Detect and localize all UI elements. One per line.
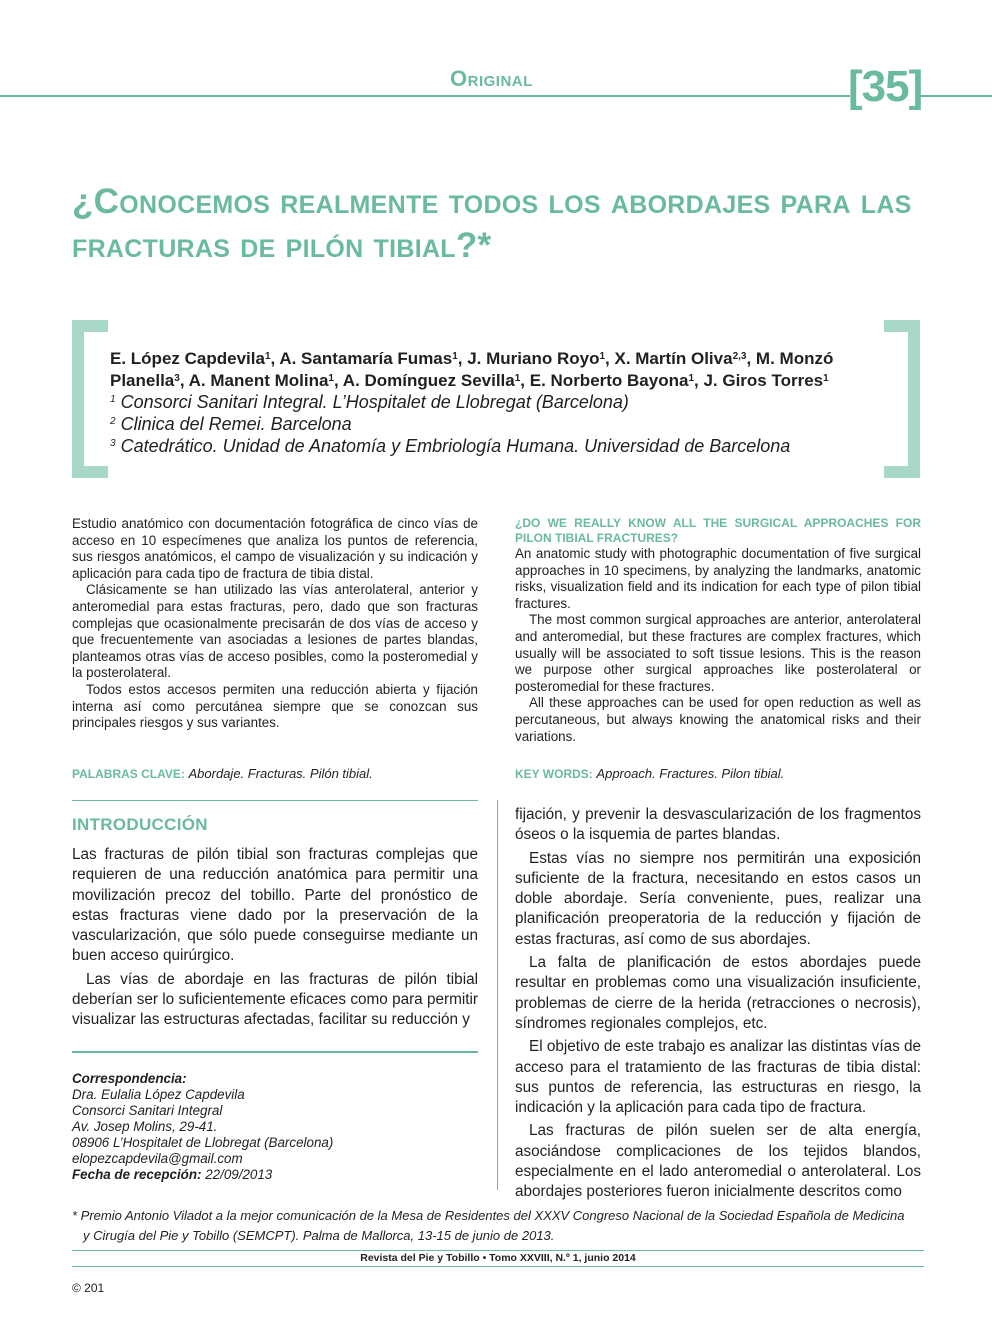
abstract-english-title: ¿DO WE REALLY KNOW ALL THE SURGICAL APPROACHES FOR PILON TIBIAL FRACTURES? xyxy=(515,516,921,545)
affiliation-1: $^1$ Consorci Sanitari Integral. L’Hospitalet de Llobregat (Barcelona) xyxy=(110,392,629,412)
page-number: [35] xyxy=(848,62,923,111)
author-line-1: E. López Capdevila$^1$, A. Santamaría Fumas$^1$, J. Muriano Royo$^1$, X. Martín Oliva$^{2,3}$, M. Monzó xyxy=(110,349,834,368)
introduction-heading: INTRODUCCIÓN xyxy=(72,815,208,834)
column-divider xyxy=(497,800,498,1190)
correspondence-rule xyxy=(72,1051,478,1053)
correspondence-block: Correspondencia: Dra. Eulalia López Capdevila Consorci Sanitari Integral Av. Josep Molins, 29-41. 08906 L’Hospitalet de Llobregat (Barcelona) elopezcapdevila@gmail.com Fecha de recepción: 22/09/2013 xyxy=(72,1071,334,1182)
body-left-column: Las fracturas de pilón tibial son fracturas complejas que requieren de una reducción anatómica para permitir una movilización precoz del tobillo. Parte del pronóstico de estas fracturas viene dado por la preservación de la vascularización, que sólo puede conseguirse mediante un buen acceso quirúrgico. Las vías de abordaje en las fracturas de pilón tibial deberían ser lo suficientemente eficaces como para permitir visualizar las estructuras afectadas, facilitar su reducción y xyxy=(72,846,478,1029)
header-rule xyxy=(0,95,850,97)
affiliation-3: $^3$ Catedrático. Unidad de Anatomía y Embriología Humana. Universidad de Barcelona xyxy=(110,436,791,456)
correspondence-email[interactable]: elopezcapdevila@gmail.com xyxy=(72,1151,243,1166)
abstract-spanish: Estudio anatómico con documentación fotográfica de cinco vías de acceso en 10 especímenes que analiza los puntos de referencia, sus riesgos anatómicos, el campo de visualización y su indicación y aplicación para cada tipo de fractura de tibia distal. Clásicamente se han utilizado las vías anterolateral, anterior y anteromedial para estas fracturas, pero, dado que son fracturas complejas que ocasionalmente precisarán de dos vías de acceso y que frecuentemente van asociadas a lesiones de partes blandas, planteamos otras vías de acceso posibles, como la posteromedial y la posterolateral. Todos estos accesos permiten una reducción abierta y fijación interna así como percutánea siempre que se conozcan sus principales riesgos y sus variantes. xyxy=(72,516,478,731)
body-right-column: fijación, y prevenir la desvascularización de los fragmentos óseos o la isquemia de partes blandas. Estas vías no siempre nos permitirán una exposición suficiente de la fractura, necesitando en estos casos un doble abordaje. Sería conveniente, pues, realizar una planificación preoperatoria de la reducción y fijación de estas fracturas, así como de sus abordajes. La falta de planificación de estos abordajes puede resultar en problemas como una visualización insuficiente, problemas de cierre de la herida (retracciones o necrosis), síndromes regionales complejos, etc. El objetivo de este trabajo es analizar las distintas vías de acceso para el tratamiento de las fracturas de tibia distal: sus puntos de referencia, las estructuras en riesgo, la indicación y la aplicación para cada tipo de fractura. Las fracturas de pilón suelen ser de alta energía, asociándose complicaciones de los tejidos blandos, especialmente en el lado anteromedial o anterolateral. Los abordajes posteriores fueron inicialmente descritos como xyxy=(515,806,921,1201)
header-rule-right xyxy=(920,95,992,97)
left-bracket-decoration xyxy=(72,320,108,478)
journal-citation: Revista del Pie y Tobillo • Tomo XXVIII, N.º 1, junio 2014 xyxy=(360,1252,636,1264)
section-divider-left xyxy=(72,800,478,801)
award-footnote: * Premio Antonio Viladot a la mejor comunicación de la Mesa de Residentes del XXXV Congreso Nacional de la Sociedad Española de Medicina y Cirugía del Pie y Tobillo (SEMCPT). Palma de Mallorca, 13-15 de junio de 2013. xyxy=(72,1208,905,1243)
section-label: Original xyxy=(450,66,533,91)
article-title: ¿Conocemos realmente todos los abordajes para las fracturas de pilón tibial?* xyxy=(72,182,912,265)
author-line-2: Planella$^3$, A. Manent Molina$^1$, A. Domínguez Sevilla$^1$, E. Norberto Bayona$^1$, J. Giros Torres$^1$ xyxy=(110,371,829,390)
journal-rule-bottom xyxy=(72,1266,924,1267)
keywords-english: KEY WORDS: Approach. Fractures. Pilon tibial. xyxy=(515,766,785,781)
author-list xyxy=(110,348,850,392)
abstract-english: ¿DO WE REALLY KNOW ALL THE SURGICAL APPROACHES FOR PILON TIBIAL FRACTURES? An anatomic study with photographic documentation of five surgical approaches in 10 specimens, by analyzing the landmarks, anatomic risks, visualization field and its indication for each type of pilon tibial fractures. The most common surgical approaches are anterior, anterolateral and anteromedial, but these fractures are complex fractures, which usually will be associated to soft tissue lesions. This is the reason we purpose other surgical approaches like posterolateral or posteromedial for these fractures. All these approaches can be used for open reduction as well as percutaneous, but always knowing the anatomical risks and their variations. xyxy=(515,516,921,744)
copyright: © 201 xyxy=(72,1281,105,1295)
right-bracket-decoration xyxy=(884,320,920,478)
keywords-spanish: PALABRAS CLAVE: Abordaje. Fracturas. Pilón tibial. xyxy=(72,766,373,781)
affiliation-2: $^2$ Clinica del Remei. Barcelona xyxy=(110,414,352,434)
